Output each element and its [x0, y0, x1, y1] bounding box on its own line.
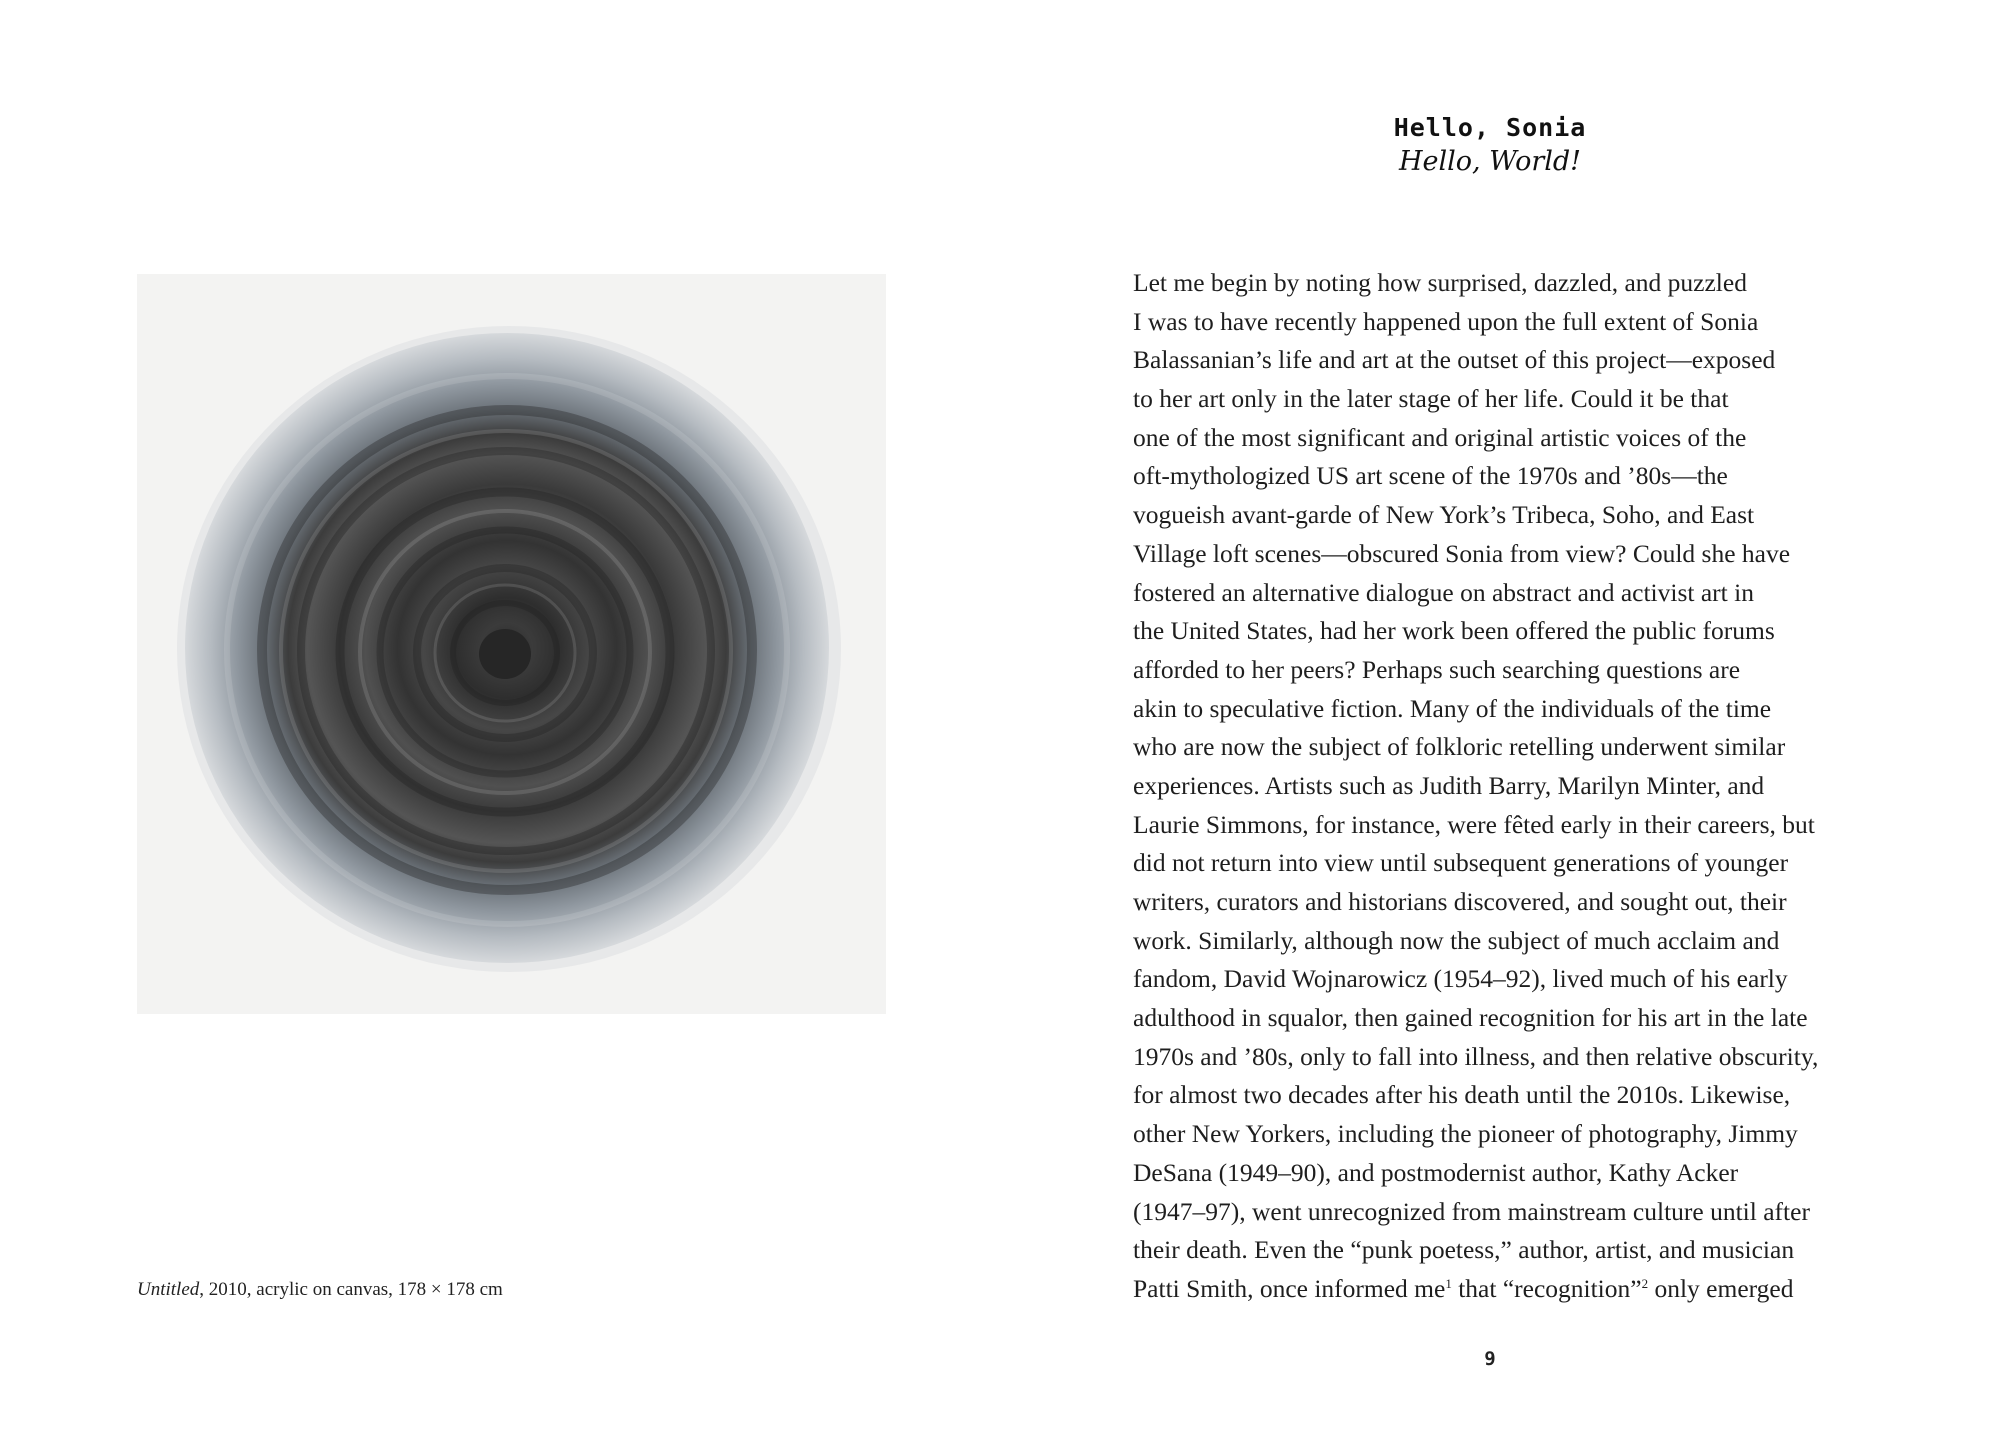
artwork-caption-details: , 2010, acrylic on canvas, 178 × 178 cm: [199, 1279, 503, 1300]
body-line: vogueish avant-garde of New York’s Tribeca, Soho, and East: [1133, 500, 1755, 530]
artwork-image: [137, 274, 886, 1014]
concentric-circles-painting-icon: [137, 274, 886, 1014]
body-line: experiences. Artists such as Judith Barry, Marilyn Minter, and: [1133, 770, 1765, 800]
artwork-caption-title: Untitled: [137, 1279, 200, 1300]
body-line: who are now the subject of folkloric retelling underwent similar: [1133, 732, 1786, 762]
body-line: (1947–97), went unrecognized from mainstream culture until after: [1133, 1196, 1810, 1226]
chapter-header: [1340, 112, 1640, 180]
body-line: the United States, had her work been offered the public forums: [1133, 616, 1775, 646]
footnote-ref-1[interactable]: 1: [1445, 1275, 1452, 1291]
body-line: fandom, David Wojnarowicz (1954–92), lived much of his early: [1133, 964, 1788, 994]
artwork-caption: [137, 1279, 503, 1301]
body-line: 1970s and ’80s, only to fall into illness, and then relative obscurity,: [1133, 1041, 1819, 1071]
body-line: their death. Even the “punk poetess,” author, artist, and musician: [1133, 1235, 1795, 1265]
body-line: Let me begin by noting how surprised, dazzled, and puzzled: [1133, 268, 1747, 297]
footnote-ref-2[interactable]: 2: [1641, 1275, 1649, 1291]
body-line: other New Yorkers, including the pioneer of photography, Jimmy: [1133, 1119, 1798, 1149]
chapter-subtitle: Hello, World!: [1398, 146, 1582, 177]
body-line: writers, curators and historians discovered, and sought out, their: [1133, 887, 1787, 916]
body-line: for almost two decades after his death until the 2010s. Likewise,: [1133, 1080, 1791, 1110]
body-line: work. Similarly, although now the subject of much acclaim and: [1133, 925, 1780, 955]
body-line: one of the most significant and original artistic voices of the: [1133, 422, 1747, 452]
body-line: adulthood in squalor, then gained recognition for his art in the late: [1133, 1003, 1808, 1033]
chapter-title: Hello, Sonia: [1393, 113, 1587, 142]
body-text: [1133, 264, 1893, 1309]
body-line: I was to have recently happened upon the full extent of Sonia: [1133, 306, 1759, 336]
body-line-part: Patti Smith, once informed me: [1133, 1273, 1446, 1303]
page-number: 9: [1484, 1348, 1496, 1370]
body-line: Laurie Simmons, for instance, were fêted early in their careers, but: [1133, 809, 1815, 839]
body-line: Balassanian’s life and art at the outset of this project—exposed: [1133, 345, 1776, 375]
body-line: afforded to her peers? Perhaps such searching questions are: [1133, 654, 1741, 684]
body-line: did not return into view until subsequent generations of younger: [1133, 848, 1789, 878]
body-line: akin to speculative fiction. Many of the individuals of the time: [1133, 693, 1772, 723]
body-line: Village loft scenes—obscured Sonia from view? Could she have: [1133, 538, 1791, 568]
body-line-part: only emerged: [1648, 1273, 1794, 1303]
body-line-last: [1133, 1270, 1893, 1309]
body-line: oft-mythologized US art scene of the 1970s and ’80s—the: [1133, 461, 1728, 491]
body-line: fostered an alternative dialogue on abstract and activist art in: [1133, 577, 1754, 607]
body-line: to her art only in the later stage of her life. Could it be that: [1133, 384, 1729, 414]
body-line: DeSana (1949–90), and postmodernist author, Kathy Acker: [1133, 1157, 1739, 1187]
body-line-part: that “recognition”: [1451, 1273, 1642, 1303]
